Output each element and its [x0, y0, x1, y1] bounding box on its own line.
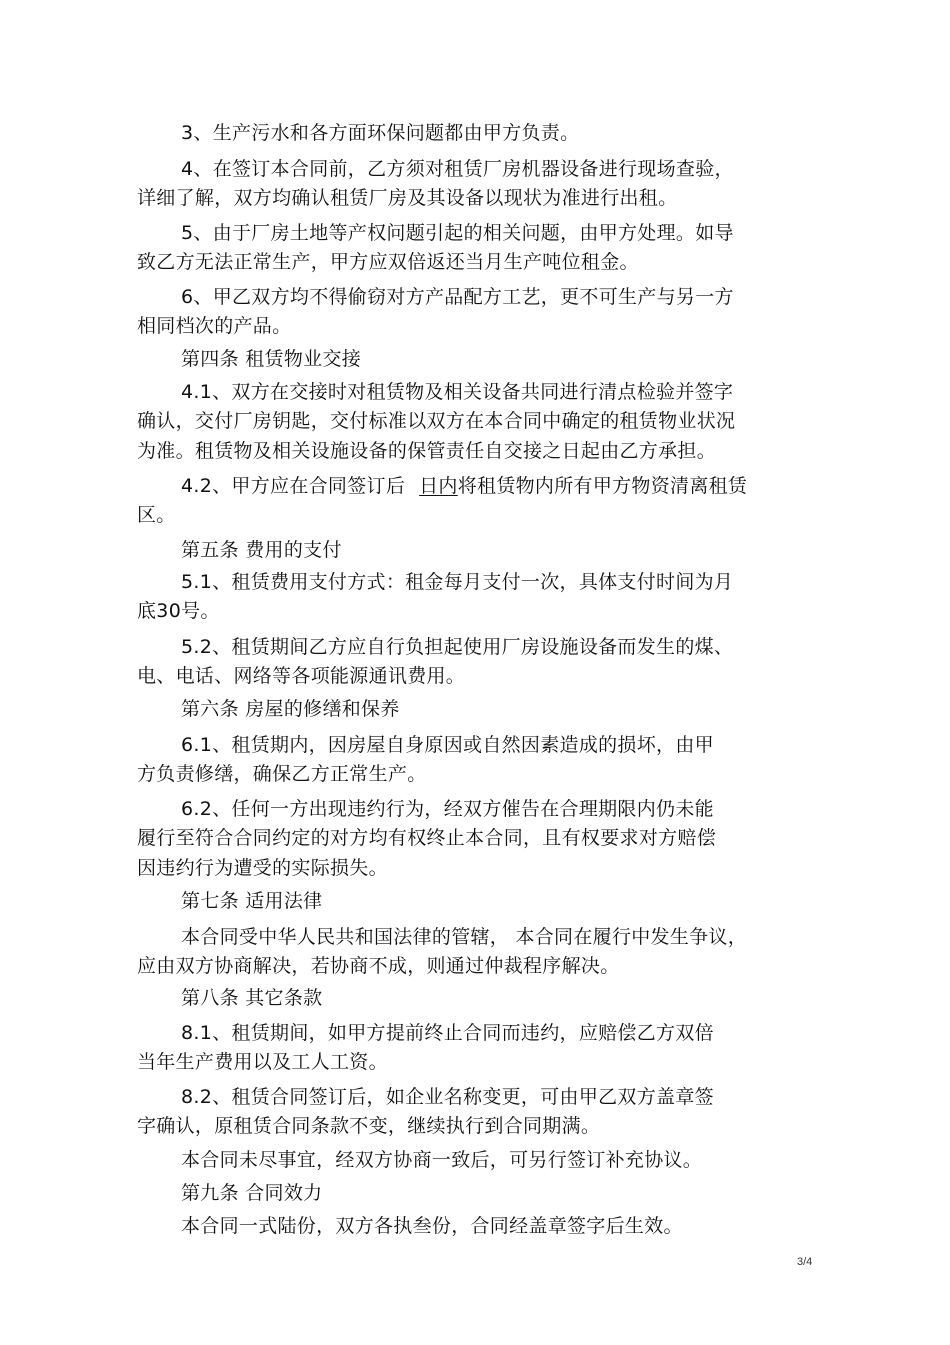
text-line: 履行至符合合同约定的对方均有权终止本合同，且有权要求对方赔偿	[137, 827, 717, 849]
text-line: 本合同未尽事宜，经双方协商一致后，可另行签订补充协议。	[181, 1149, 703, 1171]
section-heading: 第五条 费用的支付	[181, 539, 342, 561]
text-line: 确认，交付厂房钥匙，交付标准以双方在本合同中确定的租赁物业状况	[137, 410, 736, 432]
text-line: 电、电话、网络等各项能源通讯费用。	[137, 665, 466, 687]
text-line: 6.1、租赁期内，因房屋自身原因或自然因素造成的损坏，由甲	[181, 734, 714, 756]
text-line	[181, 474, 747, 498]
page-number: 3/4	[797, 1256, 813, 1268]
text-line: 本合同一式陆份，双方各执叁份，合同经盖章签字后生效。	[181, 1215, 683, 1237]
text-line: 6、甲乙双方均不得偷窃对方产品配方工艺，更不可生产与另一方	[181, 286, 734, 308]
text-segment: 4.2、甲方应在合同签订后	[181, 475, 406, 497]
section-heading: 第八条 其它条款	[181, 987, 323, 1009]
blank-days-field: 日内	[419, 475, 458, 497]
text-line: 应由双方协商解决，若协商不成，则通过仲裁程序解决。	[137, 955, 620, 977]
text-line: 8.1、租赁期间，如甲方提前终止合同而违约，应赔偿乙方双倍	[181, 1022, 714, 1044]
section-heading: 第六条 房屋的修缮和保养	[181, 698, 400, 720]
section-heading: 第四条 租赁物业交接	[181, 348, 362, 370]
text-line: 5.1、租赁费用支付方式：租金每月支付一次，具体支付时间为月	[181, 571, 734, 593]
text-line: 详细了解，双方均确认租赁厂房及其设备以现状为准进行出租。	[137, 187, 678, 209]
text-line: 为准。租赁物及相关设施设备的保管责任自交接之日起由乙方承担。	[137, 440, 717, 462]
text-line: 5.2、租赁期间乙方应自行负担起使用厂房设施设备而发生的煤、	[181, 636, 734, 658]
text-line: 相同档次的产品。	[137, 315, 292, 337]
section-heading: 第七条 适用法律	[181, 890, 323, 912]
text-line: 致乙方无法正常生产，甲方应双倍返还当月生产吨位租金。	[137, 251, 639, 273]
text-line: 4、在签订本合同前，乙方须对租赁厂房机器设备进行现场查验，	[181, 158, 734, 180]
text-segment: 将租赁物内所有甲方物资清离租赁	[457, 475, 748, 497]
text-line: 方负责修缮，确保乙方正常生产。	[137, 763, 427, 785]
text-line: 底30号。	[137, 600, 220, 622]
text-line: 3、生产污水和各方面环保问题都由甲方负责。	[181, 122, 580, 144]
text-line: 5、由于厂房土地等产权问题引起的相关问题，由甲方处理。如导	[181, 222, 734, 244]
section-heading: 第九条 合同效力	[181, 1182, 323, 1204]
text-line: 字确认，原租赁合同条款不变，继续执行到合同期满。	[137, 1115, 601, 1137]
text-line: 当年生产费用以及工人工资。	[137, 1051, 388, 1073]
text-line: 6.2、任何一方出现违约行为，经双方催告在合理期限内仍未能	[181, 798, 714, 820]
text-line: 因违约行为遭受的实际损失。	[137, 857, 388, 879]
text-line: 4.1、双方在交接时对租赁物及相关设备共同进行清点检验并签字	[181, 381, 734, 403]
text-line: 本合同受中华人民共和国法律的管辖， 本合同在履行中发生争议，	[181, 926, 748, 948]
text-line: 8.2、租赁合同签订后，如企业名称变更，可由甲乙双方盖章签	[181, 1086, 714, 1108]
text-line: 区。	[137, 504, 176, 526]
